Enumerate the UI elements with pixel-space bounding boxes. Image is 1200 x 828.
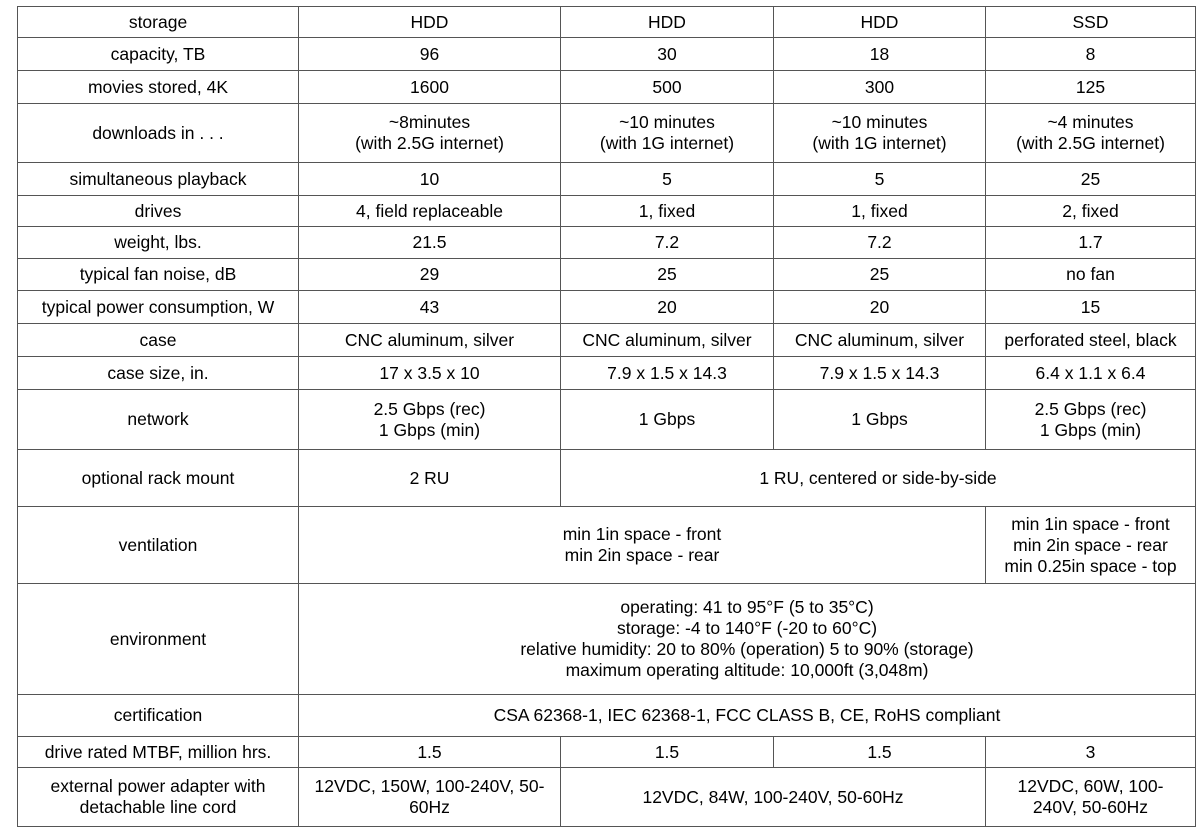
cell: 2, fixed xyxy=(986,196,1196,227)
cell: 1.7 xyxy=(986,227,1196,259)
row-label-environment: environment xyxy=(18,584,299,695)
cell: CNC aluminum, silver xyxy=(774,324,986,357)
cell: 25 xyxy=(774,259,986,291)
cell: 1.5 xyxy=(774,737,986,768)
row-label-adapter: external power adapter with detachable line cord xyxy=(18,768,299,827)
cell: 21.5 xyxy=(299,227,561,259)
cell-merged: min 1in space - front min 2in space - rear xyxy=(299,507,986,584)
cell-merged: CSA 62368-1, IEC 62368-1, FCC CLASS B, CE, RoHS compliant xyxy=(299,695,1196,737)
cell: 29 xyxy=(299,259,561,291)
cell: 1.5 xyxy=(561,737,774,768)
cell: 18 xyxy=(774,38,986,71)
cell: 1 Gbps xyxy=(774,390,986,450)
cell: 96 xyxy=(299,38,561,71)
cell: 12VDC, 150W, 100-240V, 50- 60Hz xyxy=(299,768,561,827)
cell: 30 xyxy=(561,38,774,71)
table-row-power xyxy=(18,291,1196,324)
row-label-mtbf: drive rated MTBF, million hrs. xyxy=(18,737,299,768)
row-label-drives: drives xyxy=(18,196,299,227)
cell: HDD xyxy=(774,7,986,38)
cell: 4, field replaceable xyxy=(299,196,561,227)
cell: 7.9 x 1.5 x 14.3 xyxy=(561,357,774,390)
row-label-fan-noise: typical fan noise, dB xyxy=(18,259,299,291)
table-row-case-size xyxy=(18,357,1196,390)
cell: ~4 minutes (with 2.5G internet) xyxy=(986,104,1196,163)
row-label-certification: certification xyxy=(18,695,299,737)
cell: 3 xyxy=(986,737,1196,768)
table-row-environment xyxy=(18,584,1196,695)
table-row-case xyxy=(18,324,1196,357)
table-row-fan-noise xyxy=(18,259,1196,291)
table-row-storage xyxy=(18,7,1196,38)
cell: 8 xyxy=(986,38,1196,71)
cell: HDD xyxy=(561,7,774,38)
cell: no fan xyxy=(986,259,1196,291)
cell: ~8minutes (with 2.5G internet) xyxy=(299,104,561,163)
table-row-mtbf xyxy=(18,737,1196,768)
row-label-capacity: capacity, TB xyxy=(18,38,299,71)
cell: 7.2 xyxy=(774,227,986,259)
cell: 12VDC, 60W, 100- 240V, 50-60Hz xyxy=(986,768,1196,827)
cell: 5 xyxy=(774,163,986,196)
cell: 1.5 xyxy=(299,737,561,768)
cell: 1600 xyxy=(299,71,561,104)
cell: CNC aluminum, silver xyxy=(561,324,774,357)
table-row-downloads xyxy=(18,104,1196,163)
table-row-rack xyxy=(18,450,1196,507)
row-label-playback: simultaneous playback xyxy=(18,163,299,196)
cell: HDD xyxy=(299,7,561,38)
table-row-weight xyxy=(18,227,1196,259)
cell: 125 xyxy=(986,71,1196,104)
row-label-case-size: case size, in. xyxy=(18,357,299,390)
cell: 2.5 Gbps (rec) 1 Gbps (min) xyxy=(986,390,1196,450)
cell: perforated steel, black xyxy=(986,324,1196,357)
table-row-movies xyxy=(18,71,1196,104)
cell: 500 xyxy=(561,71,774,104)
cell: 10 xyxy=(299,163,561,196)
table-row-capacity xyxy=(18,38,1196,71)
cell: 25 xyxy=(986,163,1196,196)
cell: 20 xyxy=(561,291,774,324)
table-row-network xyxy=(18,390,1196,450)
cell: min 1in space - front min 2in space - rear min 0.25in space - top xyxy=(986,507,1196,584)
row-label-rack: optional rack mount xyxy=(18,450,299,507)
cell: 2.5 Gbps (rec) 1 Gbps (min) xyxy=(299,390,561,450)
cell: 6.4 x 1.1 x 6.4 xyxy=(986,357,1196,390)
cell-merged: operating: 41 to 95°F (5 to 35°C) storage: -4 to 140°F (-20 to 60°C) relative humidity: 20 to 80% (operation) 5 to 90% (storage) maximum operating altitude: 10,000ft (3,048m) xyxy=(299,584,1196,695)
table-row-drives xyxy=(18,196,1196,227)
cell: 15 xyxy=(986,291,1196,324)
row-label-case: case xyxy=(18,324,299,357)
cell: 1 Gbps xyxy=(561,390,774,450)
cell: 17 x 3.5 x 10 xyxy=(299,357,561,390)
row-label-downloads: downloads in . . . xyxy=(18,104,299,163)
row-label-movies: movies stored, 4K xyxy=(18,71,299,104)
table-row-adapter xyxy=(18,768,1196,827)
table-row-ventilation xyxy=(18,507,1196,584)
cell: ~10 minutes (with 1G internet) xyxy=(774,104,986,163)
table-row-playback xyxy=(18,163,1196,196)
row-label-power: typical power consumption, W xyxy=(18,291,299,324)
cell: SSD xyxy=(986,7,1196,38)
cell: 1, fixed xyxy=(561,196,774,227)
cell-merged: 12VDC, 84W, 100-240V, 50-60Hz xyxy=(561,768,986,827)
cell: 25 xyxy=(561,259,774,291)
cell: 7.2 xyxy=(561,227,774,259)
row-label-ventilation: ventilation xyxy=(18,507,299,584)
cell-merged: 1 RU, centered or side-by-side xyxy=(561,450,1196,507)
cell: 1, fixed xyxy=(774,196,986,227)
cell: 20 xyxy=(774,291,986,324)
cell: 43 xyxy=(299,291,561,324)
table-row-certification xyxy=(18,695,1196,737)
cell: ~10 minutes (with 1G internet) xyxy=(561,104,774,163)
cell: 300 xyxy=(774,71,986,104)
row-label-storage: storage xyxy=(18,7,299,38)
cell: 2 RU xyxy=(299,450,561,507)
cell: CNC aluminum, silver xyxy=(299,324,561,357)
spec-table xyxy=(17,6,1196,827)
cell: 5 xyxy=(561,163,774,196)
cell: 7.9 x 1.5 x 14.3 xyxy=(774,357,986,390)
row-label-weight: weight, lbs. xyxy=(18,227,299,259)
row-label-network: network xyxy=(18,390,299,450)
